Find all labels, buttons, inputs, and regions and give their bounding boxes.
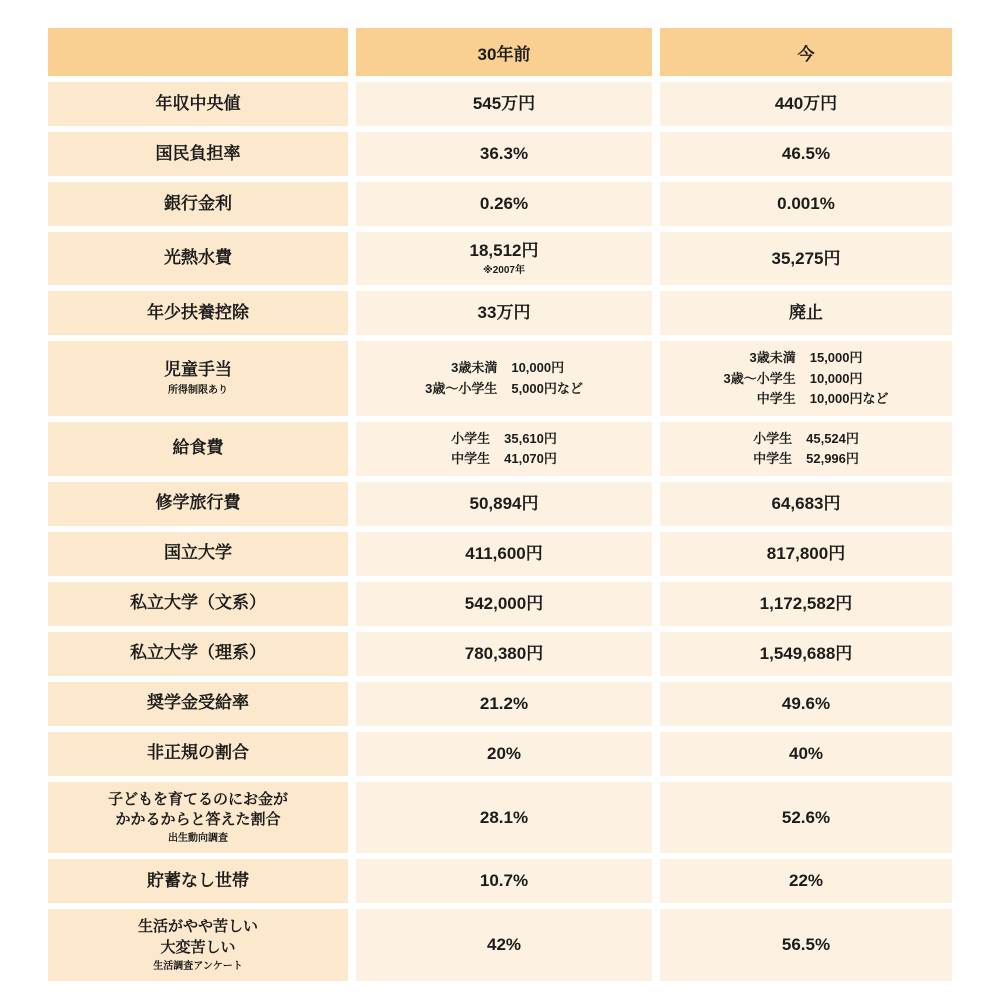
past-value-cell <box>356 782 652 854</box>
cell-value: 56.5% <box>781 935 831 955</box>
row-label-line: 貯蓄なし世帯 <box>147 870 249 890</box>
row-label-cell <box>48 682 348 726</box>
row-label-line: 奨学金受給率 <box>147 693 249 713</box>
cell-value: 10.7% <box>479 871 529 891</box>
row-label-line: 子どもを育てるのにお金が <box>107 790 288 808</box>
cell-value: 542,000円 <box>464 593 544 613</box>
row-label-line: 私立大学（文系） <box>130 593 266 613</box>
pair-label: 3歳〜小学生 <box>425 380 498 396</box>
table-row <box>48 82 952 126</box>
row-label-line: 児童手当 <box>164 360 232 380</box>
table-row <box>48 582 952 626</box>
past-value-cell <box>356 859 652 903</box>
now-value-cell <box>660 232 952 285</box>
cell-value: 36.3% <box>479 143 529 163</box>
now-value-cell <box>660 582 952 626</box>
cell-value: 52.6% <box>781 807 831 827</box>
now-value-cell <box>660 82 952 126</box>
cell-value: 35,275円 <box>771 248 841 268</box>
table-row <box>48 341 952 416</box>
row-label-cell <box>48 532 348 576</box>
header-row <box>48 28 952 76</box>
pair-value: 45,524円 <box>806 430 859 446</box>
row-label-footnote: 生活調査アンケート <box>153 960 243 972</box>
cell-value: 0.001% <box>777 193 835 213</box>
now-value-cell <box>660 422 952 476</box>
past-value-cell <box>356 132 652 176</box>
pair-value: 52,996円 <box>806 451 859 467</box>
past-value-cell <box>356 482 652 526</box>
cell-value: 780,380円 <box>464 643 544 663</box>
row-label-cell <box>48 82 348 126</box>
row-label-line: 生活がやや苦しい <box>137 918 258 936</box>
past-value-cell <box>356 582 652 626</box>
column-header-label: 30年前 <box>477 44 531 64</box>
pair-value: 10,000円など <box>809 391 889 407</box>
now-value-cell <box>660 859 952 903</box>
row-label-line: 光熱水費 <box>164 248 232 268</box>
cell-value: 33万円 <box>477 303 531 323</box>
table-row <box>48 782 952 854</box>
cell-value: 440万円 <box>774 93 838 113</box>
row-label-line: 年収中央値 <box>155 93 241 113</box>
row-label-cell <box>48 132 348 176</box>
row-label-line: 国立大学 <box>164 543 232 563</box>
cell-value: 49.6% <box>781 693 831 713</box>
table-row <box>48 422 952 476</box>
now-value-cell <box>660 909 952 981</box>
table-row <box>48 532 952 576</box>
now-value-cell <box>660 341 952 416</box>
now-value-cell <box>660 782 952 854</box>
cell-value: 545万円 <box>472 93 536 113</box>
table-row <box>48 232 952 285</box>
now-value-cell <box>660 482 952 526</box>
now-value-cell <box>660 632 952 676</box>
pair-label: 3歳未満 <box>749 350 796 366</box>
row-label-cell <box>48 182 348 226</box>
row-label-cell <box>48 482 348 526</box>
cell-value: 64,683円 <box>771 493 841 513</box>
pair-label: 中学生 <box>756 391 796 407</box>
past-value-cell <box>356 532 652 576</box>
row-label-footnote: 出生動向調査 <box>168 833 228 845</box>
pair-label: 小学生 <box>753 430 793 446</box>
row-label-line: 年少扶養控除 <box>147 302 249 322</box>
cell-value-pairs <box>724 349 889 408</box>
past-value-cell <box>356 341 652 416</box>
row-label-line: 非正規の割合 <box>147 743 249 763</box>
cell-value-footnote: ※2007年 <box>483 265 525 277</box>
past-value-cell <box>356 632 652 676</box>
now-value-cell <box>660 732 952 776</box>
past-value-cell <box>356 422 652 476</box>
comparison-table <box>48 28 952 981</box>
row-label-cell <box>48 291 348 335</box>
row-label-line: かかるからと答えた割合 <box>115 811 281 829</box>
cell-value-pairs <box>451 430 557 468</box>
cell-value: 0.26% <box>479 193 529 213</box>
cell-value: 817,800円 <box>766 543 846 563</box>
past-value-cell <box>356 291 652 335</box>
pair-value: 10,000円 <box>511 360 565 376</box>
past-value-cell <box>356 232 652 285</box>
pair-label: 3歳未満 <box>451 360 498 376</box>
pair-value: 41,070円 <box>504 451 557 467</box>
past-value-cell <box>356 682 652 726</box>
row-label-cell <box>48 732 348 776</box>
row-label-cell <box>48 909 348 981</box>
cell-value: 21.2% <box>479 693 529 713</box>
past-value-cell <box>356 909 652 981</box>
table-row <box>48 291 952 335</box>
cell-value: 40% <box>788 743 824 763</box>
cell-value: 22% <box>788 871 824 891</box>
row-label-line: 給食費 <box>172 438 224 458</box>
row-label-line: 大変苦しい <box>160 938 236 956</box>
cell-value: 廃止 <box>789 303 823 323</box>
pair-label: 中学生 <box>753 451 793 467</box>
row-label-cell <box>48 782 348 854</box>
row-label-cell <box>48 422 348 476</box>
now-value-cell <box>660 132 952 176</box>
row-label-line: 修学旅行費 <box>155 493 241 513</box>
row-label-cell <box>48 582 348 626</box>
row-label-line: 私立大学（理系） <box>130 643 266 663</box>
row-label-cell <box>48 859 348 903</box>
row-label-line: 銀行金利 <box>164 193 232 213</box>
table-row <box>48 859 952 903</box>
table-row <box>48 482 952 526</box>
header-cell-blank <box>48 28 348 76</box>
cell-value: 42% <box>486 935 522 955</box>
row-label-cell <box>48 232 348 285</box>
table-row <box>48 909 952 981</box>
now-value-cell <box>660 291 952 335</box>
pair-value: 15,000円 <box>809 350 863 366</box>
row-label-footnote: 所得制限あり <box>168 385 228 397</box>
header-cell-past <box>356 28 652 76</box>
pair-label: 中学生 <box>451 451 491 467</box>
pair-value: 35,610円 <box>504 430 557 446</box>
pair-value: 5,000円など <box>511 380 583 396</box>
cell-value: 18,512円 <box>469 241 539 260</box>
cell-value-pairs <box>753 430 859 468</box>
pair-value: 10,000円 <box>809 370 863 386</box>
row-label-cell <box>48 632 348 676</box>
cell-value: 46.5% <box>781 143 831 163</box>
cell-value: 28.1% <box>479 807 529 827</box>
pair-label: 3歳〜小学生 <box>723 370 796 386</box>
table-row <box>48 132 952 176</box>
row-label-line: 国民負担率 <box>155 143 241 163</box>
past-value-cell <box>356 182 652 226</box>
pair-label: 小学生 <box>451 430 491 446</box>
now-value-cell <box>660 682 952 726</box>
cell-value: 1,172,582円 <box>759 593 853 613</box>
table-row <box>48 632 952 676</box>
table-row <box>48 182 952 226</box>
past-value-cell <box>356 732 652 776</box>
past-value-cell <box>356 82 652 126</box>
header-cell-now <box>660 28 952 76</box>
table-row <box>48 682 952 726</box>
cell-value: 1,549,688円 <box>759 643 853 663</box>
table-row <box>48 732 952 776</box>
cell-value: 50,894円 <box>469 493 539 513</box>
now-value-cell <box>660 182 952 226</box>
cell-value-pairs <box>425 359 583 397</box>
cell-value: 411,600円 <box>465 543 543 563</box>
now-value-cell <box>660 532 952 576</box>
cell-value: 20% <box>486 743 522 763</box>
row-label-cell <box>48 341 348 416</box>
column-header-label: 今 <box>797 44 815 64</box>
